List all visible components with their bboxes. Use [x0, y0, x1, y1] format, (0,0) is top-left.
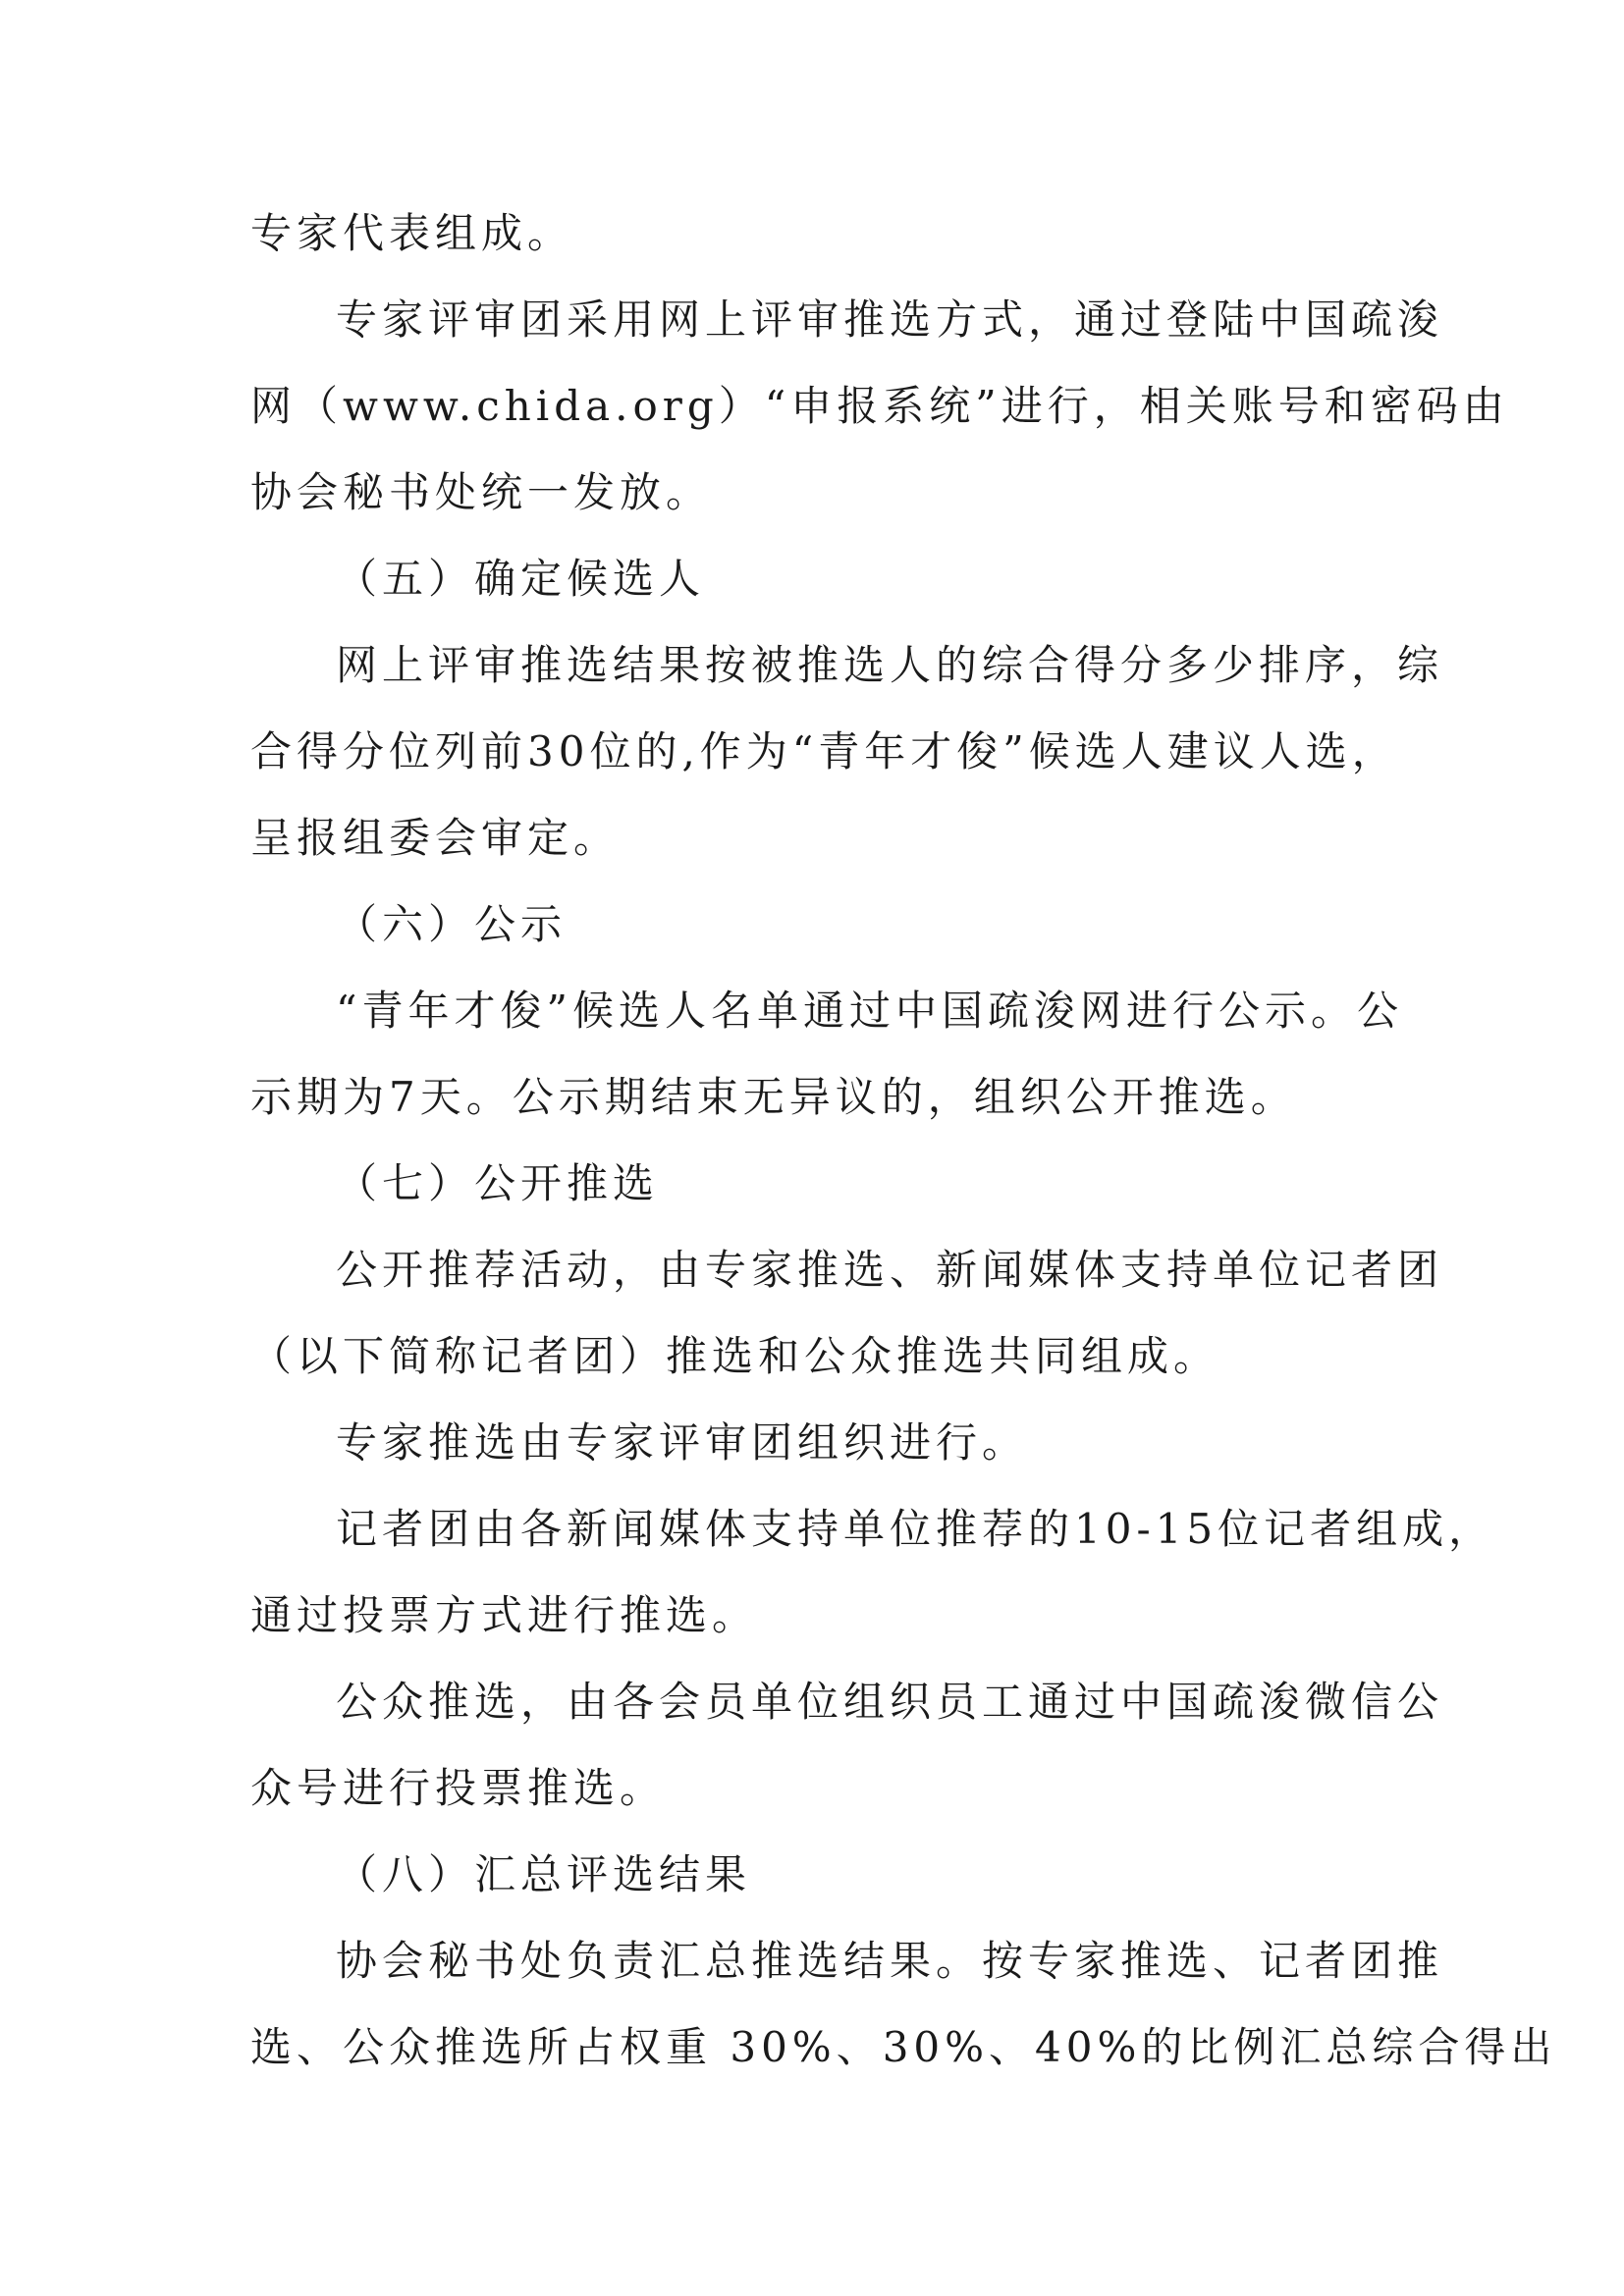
text-line: 协会秘书处统一发放。	[250, 468, 713, 516]
section-heading: （六）公示	[336, 900, 568, 948]
text-line: 众号进行投票推选。	[250, 1764, 667, 1812]
section-heading: （五）确定候选人	[336, 555, 706, 603]
text-line: 合得分位列前30位的,作为“青年才俊”候选人建议人选，	[250, 727, 1398, 775]
text-line: 示期为7天。公示期结束无异议的，组织公开推选。	[250, 1073, 1297, 1121]
section-heading: （八）汇总评选结果	[336, 1850, 752, 1898]
text-line: 专家代表组成。	[250, 209, 574, 257]
text-line: 选、公众推选所占权重 30%、30%、40%的比例汇总综合得出	[250, 2023, 1557, 2071]
section-heading: （七）公开推选	[336, 1159, 660, 1207]
text-line: 网（www.chida.org）“申报系统”进行，相关账号和密码由	[250, 382, 1509, 430]
text-line: 呈报组委会审定。	[250, 814, 621, 862]
text-line: 通过投票方式进行推选。	[250, 1591, 759, 1639]
text-line: 网上评审推选结果按被推选人的综合得分多少排序，综	[336, 641, 1444, 689]
text-line: 专家推选由专家评审团组织进行。	[336, 1418, 1029, 1467]
text-line: 公开推荐活动，由专家推选、新闻媒体支持单位记者团	[336, 1246, 1444, 1294]
text-line: 记者团由各新闻媒体支持单位推荐的10-15位记者组成，	[336, 1505, 1495, 1553]
text-line: 专家评审团采用网上评审推选方式，通过登陆中国疏浚	[336, 295, 1444, 344]
text-line: 公众推选，由各会员单位组织员工通过中国疏浚微信公	[336, 1678, 1444, 1726]
text-line: “青年才俊”候选人名单通过中国疏浚网进行公示。公	[336, 987, 1403, 1035]
text-line: 协会秘书处负责汇总推选结果。按专家推选、记者团推	[336, 1937, 1444, 1985]
text-line: （以下简称记者团）推选和公众推选共同组成。	[250, 1332, 1220, 1380]
